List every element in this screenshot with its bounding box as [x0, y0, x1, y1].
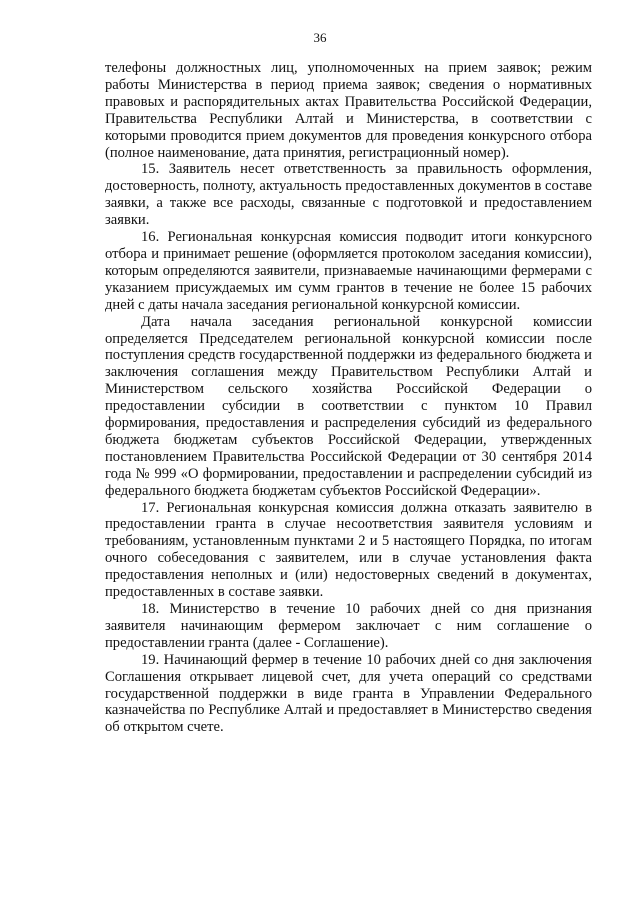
paragraph-18: 18. Министерство в течение 10 рабочих дней со дня признания заявителя начинающим фермером заключает с ним соглашение о предоставлении гранта (далее - Соглашение). [105, 601, 592, 651]
paragraph-continuation: телефоны должностных лиц, уполномоченных на прием заявок; режим работы Министерства в период приема заявок; сведения о нормативных правовых и распорядительных актах Правительства Российской Федерации, Правительства Республики Алтай и Министерства, в соответствии с которыми проводится прием документов для проведения конкурсного отбора (полное наименование, дата принятия, регистрационный номер). [105, 60, 592, 161]
paragraph-15: 15. Заявитель несет ответственность за правильность оформления, достоверность, полноту, актуальность предоставленных документов в составе заявки, а также все расходы, связанные с подготовкой и предоставлением заявки. [105, 161, 592, 229]
paragraph-17: 17. Региональная конкурсная комиссия должна отказать заявителю в предоставлении гранта в случае несоответствия заявителя условиям и требованиям, установленным пунктами 2 и 5 настоящего Порядка, по итогам очного собеседования с заявителем, или в случае установления факта предоставления неполных и (или) недостоверных сведений в документах, предоставленных в составе заявки. [105, 499, 592, 601]
paragraph-19: 19. Начинающий фермер в течение 10 рабочих дней со дня заключения Соглашения открывает лицевой счет, для учета операций со средствами государственной поддержки в виде гранта в Управлении Федерального казначейства по Республике Алтай и предоставляет в Министерство сведения об открытом счете. [105, 651, 592, 736]
body-text [105, 60, 592, 736]
paragraph-16: 16. Региональная конкурсная комиссия подводит итоги конкурсного отбора и принимает решение (оформляется протоколом заседания комиссии), которым определяются заявители, признаваемые начинающими фермерами с указанием присуждаемых им сумм грантов в течение не более 15 рабочих дней с даты начала заседания региональной конкурсной комиссии. [105, 229, 592, 313]
paragraph-16-date: Дата начала заседания региональной конкурсной комиссии определяется Председателем региональной конкурсной комиссии после поступления средств государственной поддержки из федерального бюджета и заключения соглашения между Правительством Республики Алтай и Министерством сельского хозяйства Российской Федерации о предоставлении субсидии в соответствии с пунктом 10 Правил формирования, предоставления и распределения субсидий из федерального бюджета бюджетам субъектов Российской Федерации, утвержденных постановлением Правительства Российской Федерации от 30 сентября 2014 года № 999 «О формировании, предоставлении и распределении субсидий из федерального бюджета бюджетам субъектов Российской Федерации». [105, 313, 592, 499]
page-number: 36 [313, 30, 327, 45]
